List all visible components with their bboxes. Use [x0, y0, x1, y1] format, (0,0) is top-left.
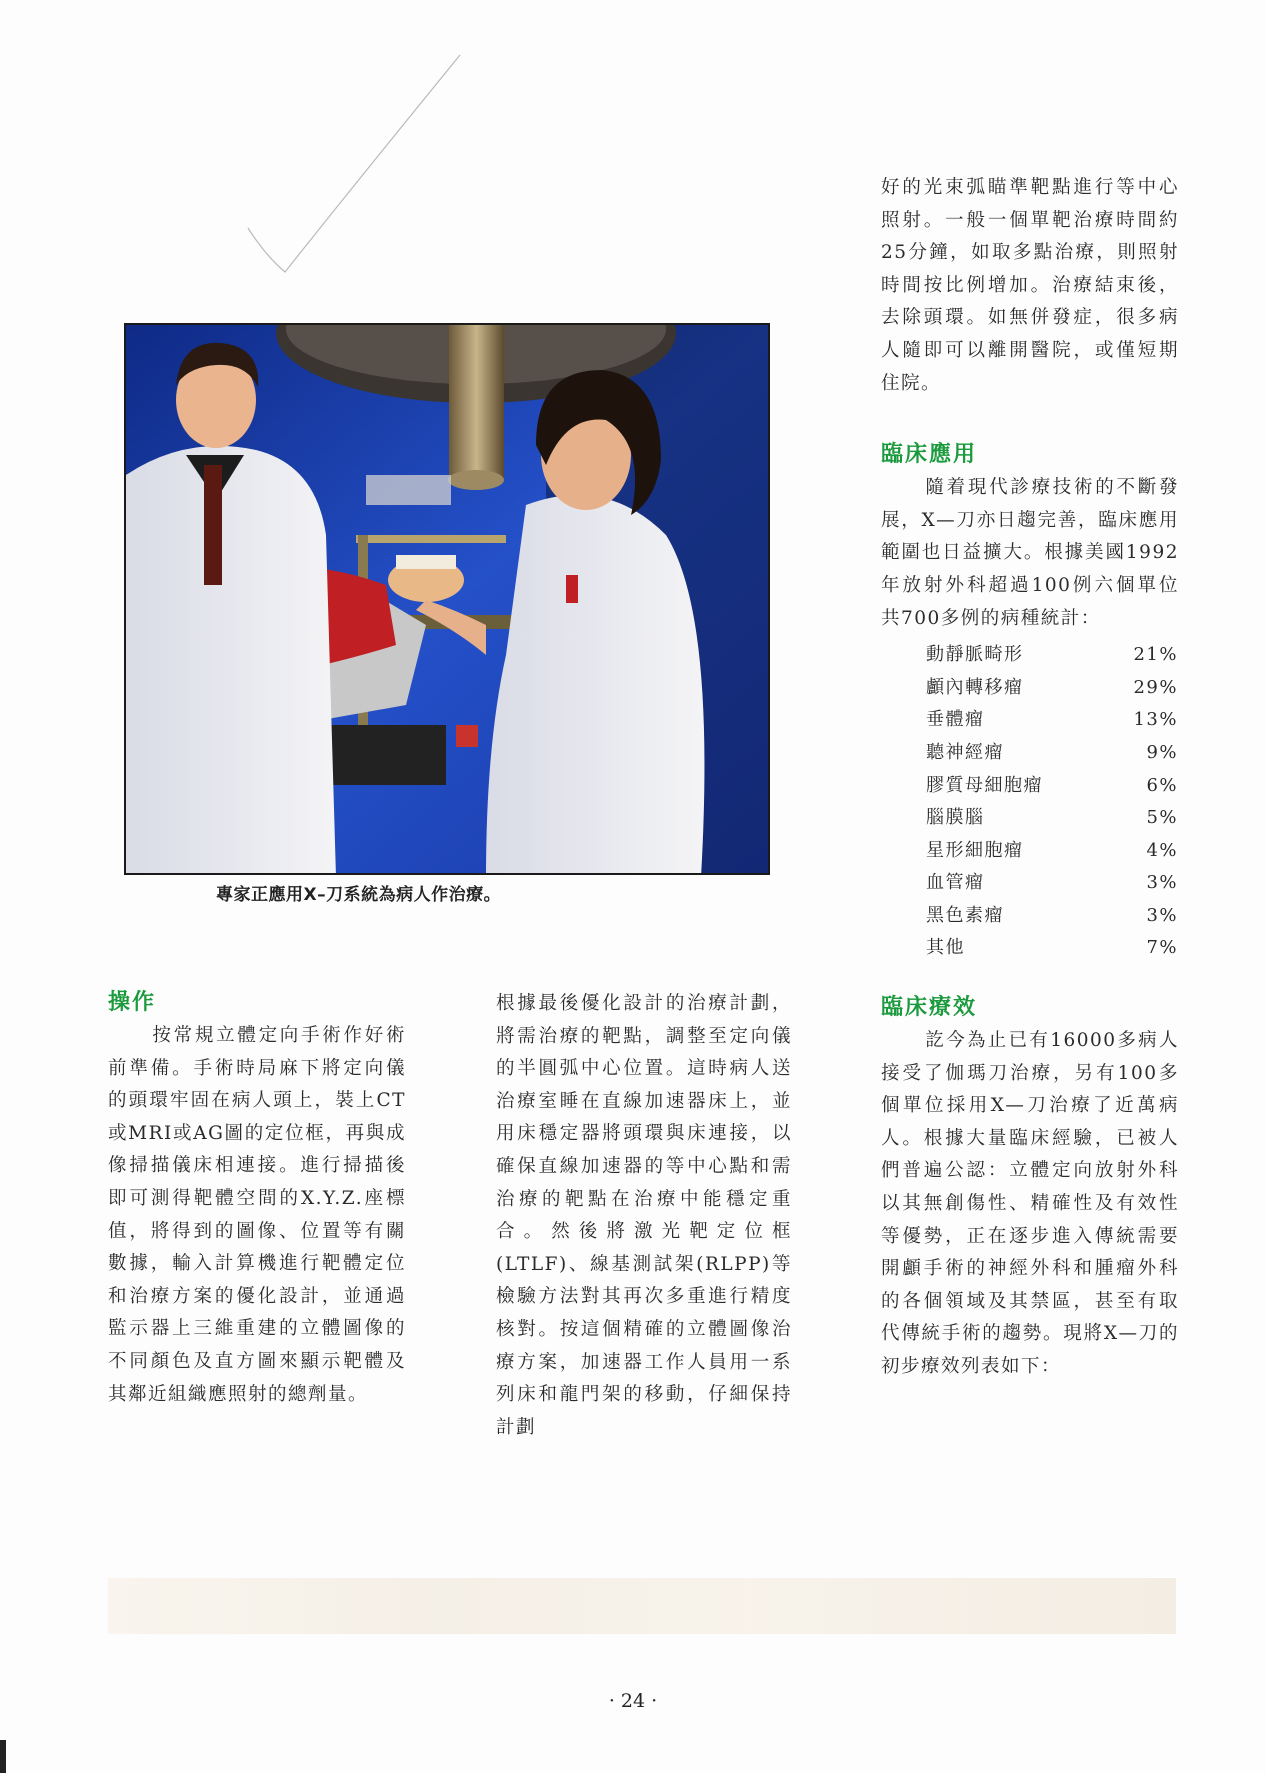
- stat-label: 星形細胞瘤: [926, 839, 1024, 861]
- stat-value: 4%: [1146, 839, 1178, 861]
- stat-row: [926, 737, 1178, 770]
- clinical-efficacy-paragraph: 訖今為止已有16000多病人接受了伽瑪刀治療，另有100多個單位採用X—刀治療了近萬病人。根據大量臨床經驗，已被人們普遍公認：立體定向放射外科以其無創傷性、精確性及有效性等優勢，正在逐步進入傳統需要開顱手術的神經外科和腫瘤外科的各個領域及其禁區，甚至有取代傳統手術的趨勢。現將X—刀的初步療效列表如下：: [881, 1030, 1179, 1377]
- stat-value: 3%: [1146, 872, 1178, 894]
- stat-value: 13%: [1133, 709, 1178, 731]
- stat-value: 7%: [1146, 937, 1178, 959]
- page-number: · 24 ·: [608, 1690, 658, 1712]
- section-heading-operation: 操作: [108, 990, 157, 1015]
- stat-row: [926, 672, 1178, 705]
- column-clinical: [881, 172, 1179, 1384]
- stat-label: 其他: [926, 937, 965, 959]
- stat-row: [926, 835, 1178, 868]
- stat-label: 血管瘤: [926, 872, 985, 894]
- stat-value: 9%: [1146, 741, 1178, 763]
- section-heading-clinical-efficacy: 臨床療效: [881, 995, 978, 1021]
- continued-paragraph: 根據最後優化設計的治療計劃，將需治療的靶點，調整至定向儀的半圓弧中心位置。這時病人送治療室睡在直線加速器床上，並用床穩定器將頭環與床連接，以確保直線加速器的等中心點和需治療的靶點在治療中能穩定重合。然後將激光靶定位框(LTLF)、線基測試架(RLPP)等檢驗方法對其再次多重進行精度核對。按這個精確的立體圖像治療方案，加速器工作人員用一系列床和龍門架的移動，仔細保持計劃: [496, 993, 792, 1438]
- stat-value: 29%: [1133, 676, 1178, 698]
- clinical-application-paragraph: 隨着現代診療技術的不斷發展，X—刀亦日趨完善，臨床應用範圍也日益擴大。根據美國1992年放射外科超過100例六個單位共700多例的病種統計：: [881, 477, 1179, 629]
- stat-label: 垂體瘤: [926, 709, 985, 731]
- stat-value: 21%: [1133, 644, 1178, 666]
- treatment-photo-illustration: [126, 325, 770, 875]
- scan-edge: [0, 1740, 6, 1773]
- stat-row: [926, 900, 1178, 933]
- section-heading-clinical-application: 臨床應用: [881, 442, 978, 468]
- stat-row: [926, 932, 1178, 965]
- stat-value: 3%: [1146, 904, 1178, 926]
- pencil-tick-mark: [240, 50, 470, 280]
- disease-statistics-list: [926, 639, 1178, 965]
- stat-label: 膠質母細胞瘤: [926, 774, 1043, 796]
- stat-row: [926, 802, 1178, 835]
- stat-label: 動靜脈畸形: [926, 644, 1024, 666]
- treatment-photo: [124, 323, 770, 875]
- stat-value: 5%: [1146, 807, 1178, 829]
- stat-label: 聽神經瘤: [926, 741, 1004, 763]
- stat-value: 6%: [1146, 774, 1178, 796]
- stat-row: [926, 867, 1178, 900]
- stat-label: 顱內轉移瘤: [926, 676, 1024, 698]
- stat-label: 腦膜腦: [926, 807, 985, 829]
- stat-row: [926, 704, 1178, 737]
- column-operation: [108, 988, 406, 1411]
- decorative-band: [108, 1578, 1176, 1634]
- stat-row: [926, 770, 1178, 803]
- stat-row: [926, 639, 1178, 672]
- stat-label: 黑色素瘤: [926, 904, 1004, 926]
- photo-caption: 專家正應用X–刀系統為病人作治療。: [216, 885, 502, 905]
- column-continued: [496, 988, 792, 1444]
- treatment-continued-paragraph: 好的光束弧瞄準靶點進行等中心照射。一般一個單靶治療時間約25分鐘，如取多點治療，則照射時間按比例增加。治療結束後，去除頭環。如無併發症，很多病人隨即可以離開醫院，或僅短期住院。: [881, 177, 1179, 394]
- operation-paragraph: 按常規立體定向手術作好術前準備。手術時局麻下將定向儀的頭環牢固在病人頭上，裝上CT或MRI或AG圖的定位框，再與成像掃描儀床相連接。進行掃描後即可測得靶體空間的X.Y.Z.座標值，將得到的圖像、位置等有關數據，輸入計算機進行靶體定位和治療方案的優化設計，並通過監示器上三維重建的立體圖像的不同顏色及直方圖來顯示靶體及其鄰近組織應照射的總劑量。: [108, 1025, 406, 1405]
